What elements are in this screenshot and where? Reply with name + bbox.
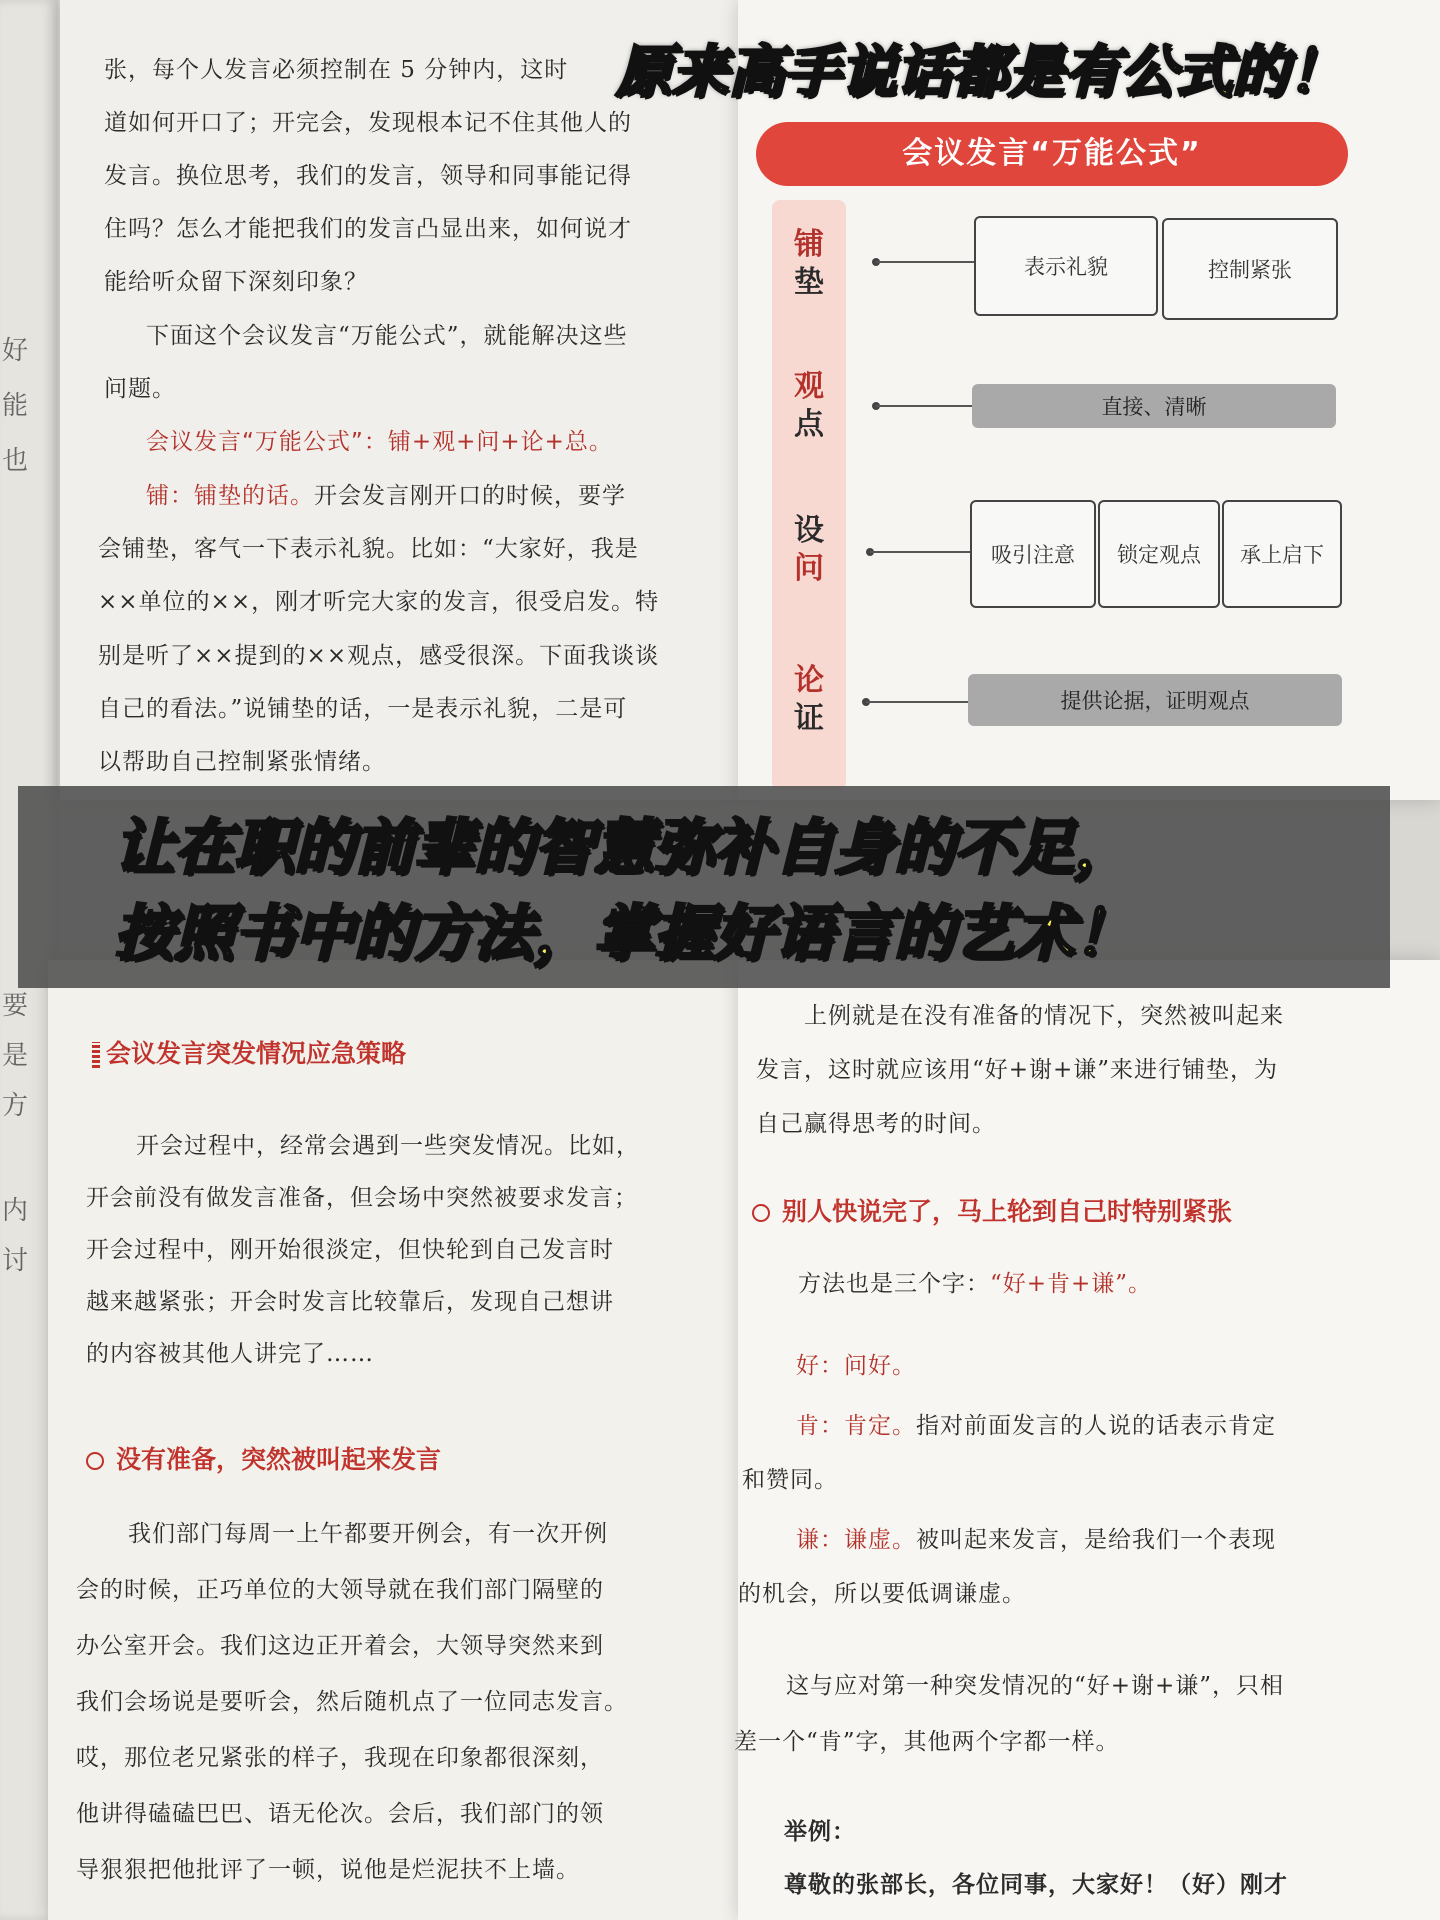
text-line: 别是听了××提到的××观点，感受很深。下面我谈谈 <box>98 643 660 669</box>
text-line <box>796 1514 1276 1567</box>
text-line: 下面这个会议发言“万能公式”，就能解决这些 <box>146 323 628 349</box>
text-line: 问题。 <box>104 376 176 402</box>
text-line: 会的时候，正巧单位的大领导就在我们部门隔壁的 <box>76 1577 604 1603</box>
text-line: 差一个“肯”字，其他两个字都一样。 <box>734 1729 1120 1755</box>
step-char: 观 <box>794 369 824 404</box>
step-label-guan <box>784 368 834 444</box>
diagram-box: 控制紧张 <box>1162 218 1338 320</box>
formula-line: 会议发言“万能公式”：铺+观+问+论+总。 <box>146 429 613 455</box>
headline-overlay: 原来高手说话都是有公式的！ <box>616 40 1344 105</box>
heading-bar-icon <box>92 1042 100 1068</box>
connector-line <box>870 551 970 553</box>
text-line: 和赞同。 <box>742 1467 838 1493</box>
circle-bullet-icon <box>86 1452 104 1470</box>
text-line: 能给听众留下深刻印象？ <box>104 269 368 295</box>
caption-banner <box>18 786 1390 988</box>
text-line: 开会过程中，经常会遇到一些突发情况。比如， <box>136 1133 640 1159</box>
edge-char: 要 <box>2 991 29 1021</box>
text-line <box>796 1400 1276 1453</box>
diagram-box: 吸引注意 <box>970 500 1096 608</box>
diagram-box: 锁定观点 <box>1098 500 1220 608</box>
circle-bullet-icon <box>752 1204 770 1222</box>
text-span: 被叫起来发言，是给我们一个表现 <box>916 1527 1276 1553</box>
edge-char: 内 <box>2 1196 29 1226</box>
diagram-bar: 提供论据，证明观点 <box>968 674 1342 726</box>
text-line: 这与应对第一种突发情况的“好+谢+谦”，只相 <box>786 1673 1285 1699</box>
text-line: 自己的看法。”说铺垫的话，一是表示礼貌，二是可 <box>98 696 628 722</box>
connector-line <box>876 261 974 263</box>
ken-highlight: 肯：肯定。 <box>796 1413 916 1439</box>
text-line: 自己赢得思考的时间。 <box>756 1111 996 1137</box>
subheading-text: 没有准备，突然被叫起来发言 <box>116 1445 442 1474</box>
connector-line <box>876 405 972 407</box>
step-label-pu <box>784 226 834 302</box>
subheading <box>86 1440 441 1476</box>
subheading <box>752 1192 1232 1228</box>
edge-char: 也 <box>2 446 29 476</box>
step-char: 铺 <box>794 227 824 262</box>
diagram-box: 表示礼貌 <box>974 216 1158 316</box>
hao-line: 好：问好。 <box>796 1353 916 1379</box>
text-line: 的内容被其他人讲完了…… <box>86 1341 374 1367</box>
banner-line-2: 按照书中的方法，掌握好语言的艺术！ <box>114 899 1134 969</box>
subheading-text: 别人快说完了，马上轮到自己时特别紧张 <box>782 1197 1233 1226</box>
qian-highlight: 谦：谦虚。 <box>796 1527 916 1553</box>
example-text: 尊敬的张部长，各位同事，大家好！（好）刚才 <box>784 1871 1288 1898</box>
text-line: 发言，这时就应该用“好+谢+谦”来进行铺垫，为 <box>756 1057 1279 1083</box>
banner-line-1: 让在职的前辈的智慧弥补自身的不足， <box>114 813 1134 883</box>
text-line: 张，每个人发言必须控制在 5 分钟内，这时 <box>104 57 569 83</box>
diagram-box: 承上启下 <box>1222 500 1342 608</box>
diagram-bar: 直接、清晰 <box>972 384 1336 428</box>
text-line: 会铺垫，客气一下表示礼貌。比如：“大家好，我是 <box>98 536 639 562</box>
text-line: 办公室开会。我们这边正开着会，大领导突然来到 <box>76 1633 604 1659</box>
step-char: 证 <box>794 701 824 736</box>
pu-definition: 铺：铺垫的话。 <box>146 483 314 509</box>
text-line: 开会过程中，刚开始很淡定，但快轮到自己发言时 <box>86 1237 614 1263</box>
edge-char: 好 <box>2 336 29 366</box>
step-char: 垫 <box>794 265 824 300</box>
text-line: 我们部门每周一上午都要开例会，有一次开例 <box>128 1521 608 1547</box>
edge-char: 能 <box>2 391 29 421</box>
edge-char: 是 <box>2 1041 29 1071</box>
text-line: 以帮助自己控制紧张情绪。 <box>98 749 386 775</box>
text-line: 上例就是在没有准备的情况下，突然被叫起来 <box>804 1003 1284 1029</box>
section-heading <box>92 1034 406 1070</box>
step-char: 点 <box>794 407 824 442</box>
text-line: 的机会，所以要低调谦虚。 <box>738 1581 1026 1607</box>
text-line: 越来越紧张；开会时发言比较靠后，发现自己想讲 <box>86 1289 614 1315</box>
text-span: 指对前面发言的人说的话表示肯定 <box>916 1413 1276 1439</box>
method-highlight: “好+肯+谦”。 <box>990 1271 1153 1297</box>
connector-line <box>866 701 968 703</box>
text-line: 发言。换位思考，我们的发言，领导和同事能记得 <box>104 163 632 189</box>
diagram-title: 会议发言“万能公式” <box>756 122 1348 186</box>
text-line <box>798 1258 1152 1311</box>
edge-char: 方 <box>2 1091 29 1121</box>
text-line <box>146 470 626 523</box>
text-line: 开会前没有做发言准备，但会场中突然被要求发言； <box>86 1185 638 1211</box>
step-label-lun <box>784 662 834 738</box>
text-span: 开会发言刚开口的时候，要学 <box>314 483 626 509</box>
text-line: 道如何开口了；开完会，发现根本记不住其他人的 <box>104 110 632 136</box>
text-line: 导狠狠把他批评了一顿，说他是烂泥扶不上墙。 <box>76 1857 580 1883</box>
text-line: ××单位的××，刚才听完大家的发言，很受启发。特 <box>98 589 660 615</box>
example-label: 举例： <box>784 1819 856 1845</box>
text-line: 住吗？怎么才能把我们的发言凸显出来，如何说才 <box>104 216 632 242</box>
section-heading-text: 会议发言突发情况应急策略 <box>106 1039 407 1068</box>
text-line: 哎，那位老兄紧张的样子，我现在印象都很深刻， <box>76 1745 604 1771</box>
edge-char: 讨 <box>2 1246 29 1276</box>
text-line: 我们会场说是要听会，然后随机点了一位同志发言。 <box>76 1689 628 1715</box>
step-label-wen <box>784 512 834 588</box>
step-char: 设 <box>794 513 824 548</box>
step-char: 问 <box>794 551 824 586</box>
step-char: 论 <box>794 663 824 698</box>
text-span: 方法也是三个字： <box>798 1271 990 1297</box>
text-line: 他讲得磕磕巴巴、语无伦次。会后，我们部门的领 <box>76 1801 604 1827</box>
